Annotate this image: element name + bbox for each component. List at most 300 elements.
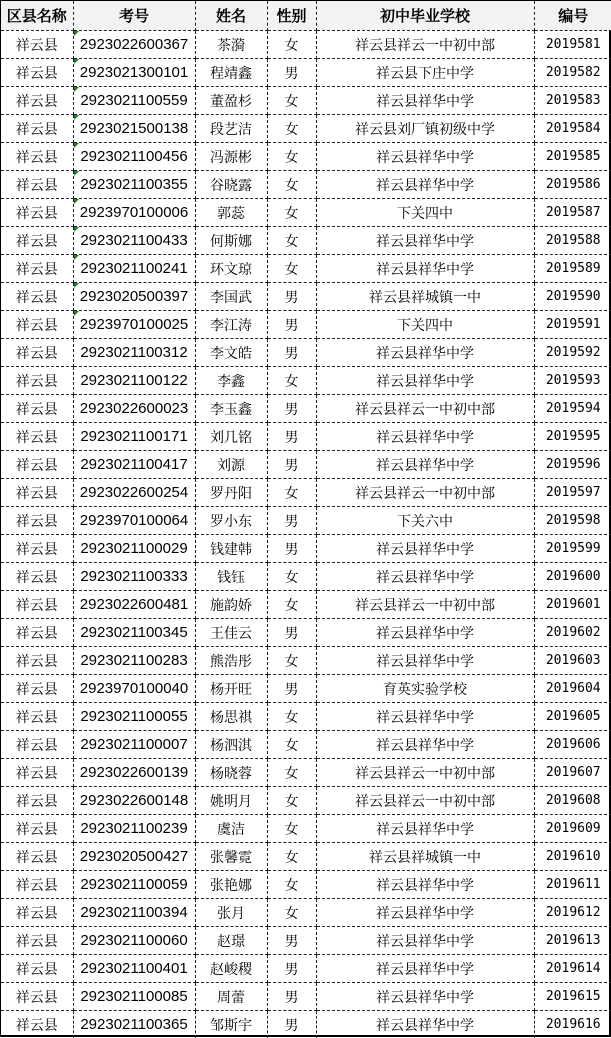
cell-county-text: 祥云县 [16, 206, 58, 222]
cell-name[interactable] [195, 395, 267, 423]
header-exam-no[interactable]: 考号 [73, 1, 195, 31]
cell-id-text: 2019612 [546, 905, 601, 920]
cell-exam-no[interactable] [73, 143, 195, 171]
cell-gender[interactable] [267, 283, 316, 311]
cell-county-text: 祥云县 [16, 66, 58, 82]
cell-id-text: 2019600 [546, 569, 601, 584]
cell-school[interactable] [316, 311, 534, 339]
cell-county[interactable] [1, 983, 73, 1011]
cell-exam-no[interactable] [73, 675, 195, 703]
cell-id[interactable] [534, 927, 611, 955]
cell-id[interactable] [534, 255, 611, 283]
cell-gender[interactable] [267, 787, 316, 815]
cell-name[interactable] [195, 311, 267, 339]
cell-exam-no[interactable] [73, 815, 195, 843]
cell-county[interactable] [1, 759, 73, 787]
cell-name[interactable] [195, 87, 267, 115]
table-row [1, 283, 611, 311]
cell-county[interactable] [1, 955, 73, 983]
cell-name[interactable] [195, 423, 267, 451]
cell-name-text: 杨思祺 [210, 710, 252, 726]
cell-county-text: 祥云县 [16, 542, 58, 558]
cell-county[interactable] [1, 899, 73, 927]
cell-exam-no-text: 2923021100401 [80, 960, 187, 977]
cell-school[interactable] [316, 563, 534, 591]
cell-id[interactable] [534, 507, 611, 535]
cell-school[interactable] [316, 703, 534, 731]
cell-school-text: 祥云县祥华中学 [376, 626, 474, 642]
cell-county[interactable] [1, 311, 73, 339]
cell-gender[interactable] [267, 815, 316, 843]
cell-exam-no[interactable] [73, 563, 195, 591]
cell-id[interactable] [534, 647, 611, 675]
cell-exam-no[interactable] [73, 31, 195, 59]
cell-id[interactable] [534, 199, 611, 227]
cell-school[interactable] [316, 787, 534, 815]
cell-name[interactable] [195, 479, 267, 507]
cell-name-text: 张艳娜 [210, 878, 252, 894]
cell-id[interactable] [534, 899, 611, 927]
cell-id-text: 2019596 [546, 457, 601, 472]
cell-exam-no[interactable] [73, 591, 195, 619]
cell-school[interactable] [316, 759, 534, 787]
cell-county[interactable] [1, 59, 73, 87]
cell-id[interactable] [534, 535, 611, 563]
cell-gender[interactable] [267, 451, 316, 479]
cell-school[interactable] [316, 871, 534, 899]
cell-exam-no[interactable] [73, 619, 195, 647]
cell-county[interactable] [1, 395, 73, 423]
cell-gender-text: 女 [285, 38, 299, 54]
cell-id[interactable] [534, 871, 611, 899]
cell-county-text: 祥云县 [16, 402, 58, 418]
cell-name-text: 张馨霓 [210, 850, 252, 866]
cell-id[interactable] [534, 31, 611, 59]
cell-county[interactable] [1, 563, 73, 591]
table-row [1, 451, 611, 479]
cell-name[interactable] [195, 451, 267, 479]
table-body [1, 31, 611, 1038]
table-row [1, 367, 611, 395]
cell-county-text: 祥云县 [16, 738, 58, 754]
cell-county[interactable] [1, 675, 73, 703]
cell-name[interactable] [195, 591, 267, 619]
cell-gender-text: 女 [285, 122, 299, 138]
cell-id-text: 2019606 [546, 737, 601, 752]
cell-id[interactable] [534, 955, 611, 983]
cell-id[interactable] [534, 451, 611, 479]
cell-name[interactable] [195, 31, 267, 59]
cell-school-text: 祥云县祥华中学 [376, 430, 474, 446]
cell-exam-no-text: 2923021100059 [80, 876, 187, 893]
cell-exam-no-text: 2923021100007 [80, 736, 187, 753]
cell-name-text: 周蕾 [217, 990, 245, 1006]
cell-id[interactable] [534, 731, 611, 759]
cell-id[interactable] [534, 227, 611, 255]
cell-exam-no[interactable] [73, 171, 195, 199]
cell-exam-no[interactable] [73, 451, 195, 479]
cell-exam-no-text: 2923020500397 [80, 288, 188, 305]
cell-name-text: 熊浩彤 [210, 654, 252, 670]
cell-gender[interactable] [267, 1011, 316, 1038]
cell-exam-no[interactable] [73, 395, 195, 423]
cell-gender[interactable] [267, 59, 316, 87]
cell-exam-no[interactable] [73, 983, 195, 1011]
cell-exam-no[interactable] [73, 955, 195, 983]
cell-gender[interactable] [267, 759, 316, 787]
cell-school[interactable] [316, 395, 534, 423]
cell-school[interactable] [316, 451, 534, 479]
cell-gender[interactable] [267, 731, 316, 759]
cell-gender[interactable] [267, 619, 316, 647]
cell-county[interactable] [1, 731, 73, 759]
cell-name-text: 钱钰 [217, 570, 245, 586]
cell-name-text: 杨开旺 [210, 682, 252, 698]
cell-county[interactable] [1, 787, 73, 815]
cell-county-text: 祥云县 [16, 962, 58, 978]
cell-exam-no[interactable] [73, 423, 195, 451]
cell-county[interactable] [1, 31, 73, 59]
cell-school[interactable] [316, 899, 534, 927]
cell-name[interactable] [195, 759, 267, 787]
cell-school[interactable] [316, 283, 534, 311]
cell-name[interactable] [195, 675, 267, 703]
cell-name[interactable] [195, 255, 267, 283]
cell-school[interactable] [316, 479, 534, 507]
cell-gender[interactable] [267, 199, 316, 227]
cell-county[interactable] [1, 171, 73, 199]
cell-exam-no[interactable] [73, 479, 195, 507]
cell-id[interactable] [534, 563, 611, 591]
cell-name[interactable] [195, 283, 267, 311]
cell-gender-text: 女 [285, 738, 299, 754]
cell-name-text: 李国武 [210, 290, 252, 306]
cell-school[interactable] [316, 143, 534, 171]
cell-county[interactable] [1, 423, 73, 451]
header-school[interactable]: 初中毕业学校 [316, 1, 534, 31]
cell-exam-no[interactable] [73, 731, 195, 759]
cell-school[interactable] [316, 367, 534, 395]
cell-name[interactable] [195, 955, 267, 983]
cell-school-text: 祥云县祥华中学 [376, 1018, 474, 1034]
cell-name-text: 董盈杉 [210, 94, 252, 110]
cell-school[interactable] [316, 815, 534, 843]
cell-gender[interactable] [267, 675, 316, 703]
cell-gender[interactable] [267, 31, 316, 59]
cell-gender[interactable] [267, 899, 316, 927]
cell-name-text: 环文琼 [210, 262, 252, 278]
text-number-warning-icon [74, 199, 79, 204]
cell-school-text: 育英实验学校 [383, 682, 467, 698]
cell-id[interactable] [534, 815, 611, 843]
cell-gender[interactable] [267, 843, 316, 871]
cell-gender[interactable] [267, 647, 316, 675]
cell-id[interactable] [534, 983, 611, 1011]
table-row [1, 535, 611, 563]
table-row [1, 703, 611, 731]
cell-school-text: 祥云县祥云一中初中部 [355, 402, 495, 418]
cell-school[interactable] [316, 255, 534, 283]
cell-county[interactable] [1, 703, 73, 731]
cell-id-text: 2019603 [546, 653, 601, 668]
cell-exam-no-text: 2923021100055 [80, 708, 187, 725]
cell-gender[interactable] [267, 367, 316, 395]
cell-name[interactable] [195, 703, 267, 731]
cell-exam-no[interactable] [73, 367, 195, 395]
cell-name[interactable] [195, 899, 267, 927]
text-number-warning-icon [74, 255, 79, 260]
cell-exam-no[interactable] [73, 87, 195, 115]
cell-school[interactable] [316, 59, 534, 87]
cell-gender[interactable] [267, 227, 316, 255]
cell-gender[interactable] [267, 115, 316, 143]
cell-id[interactable] [534, 591, 611, 619]
cell-gender[interactable] [267, 255, 316, 283]
cell-school[interactable] [316, 87, 534, 115]
cell-school[interactable] [316, 339, 534, 367]
header-id[interactable]: 编号 [534, 1, 611, 31]
cell-name[interactable] [195, 507, 267, 535]
text-number-warning-icon [74, 283, 79, 288]
cell-county[interactable] [1, 591, 73, 619]
cell-name[interactable] [195, 815, 267, 843]
cell-name[interactable] [195, 927, 267, 955]
cell-name[interactable] [195, 871, 267, 899]
cell-school-text: 祥云县祥华中学 [376, 710, 474, 726]
cell-name[interactable] [195, 59, 267, 87]
cell-county-text: 祥云县 [16, 514, 58, 530]
cell-county[interactable] [1, 339, 73, 367]
cell-school[interactable] [316, 1011, 534, 1038]
cell-school[interactable] [316, 115, 534, 143]
cell-id[interactable] [534, 759, 611, 787]
cell-county[interactable] [1, 255, 73, 283]
cell-exam-no[interactable] [73, 647, 195, 675]
cell-gender[interactable] [267, 955, 316, 983]
cell-county[interactable] [1, 479, 73, 507]
cell-gender[interactable] [267, 871, 316, 899]
cell-county[interactable] [1, 647, 73, 675]
cell-school-text: 祥云县祥华中学 [376, 878, 474, 894]
cell-gender[interactable] [267, 591, 316, 619]
cell-name-text: 施韵娇 [210, 598, 252, 614]
cell-gender[interactable] [267, 983, 316, 1011]
cell-id[interactable] [534, 171, 611, 199]
cell-id-text: 2019597 [546, 485, 601, 500]
cell-id[interactable] [534, 283, 611, 311]
cell-gender-text: 女 [285, 710, 299, 726]
cell-name[interactable] [195, 227, 267, 255]
cell-name-text: 段艺洁 [210, 122, 252, 138]
cell-school[interactable] [316, 535, 534, 563]
cell-name[interactable] [195, 339, 267, 367]
cell-exam-no[interactable] [73, 115, 195, 143]
cell-gender[interactable] [267, 339, 316, 367]
cell-exam-no[interactable] [73, 899, 195, 927]
cell-id-text: 2019585 [546, 149, 601, 164]
cell-school[interactable] [316, 31, 534, 59]
cell-school[interactable] [316, 983, 534, 1011]
table-row [1, 423, 611, 451]
cell-school-text: 祥云县祥华中学 [376, 374, 474, 390]
cell-name[interactable] [195, 843, 267, 871]
cell-name[interactable] [195, 171, 267, 199]
cell-name[interactable] [195, 563, 267, 591]
cell-school[interactable] [316, 843, 534, 871]
cell-school[interactable] [316, 675, 534, 703]
cell-county[interactable] [1, 507, 73, 535]
cell-school[interactable] [316, 927, 534, 955]
cell-exam-no[interactable] [73, 227, 195, 255]
cell-gender[interactable] [267, 479, 316, 507]
cell-name-text: 刘几铭 [210, 430, 252, 446]
header-row [1, 1, 611, 31]
cell-gender[interactable] [267, 563, 316, 591]
cell-gender-text: 女 [285, 570, 299, 586]
cell-gender[interactable] [267, 927, 316, 955]
cell-id[interactable] [534, 1011, 611, 1038]
cell-id[interactable] [534, 339, 611, 367]
cell-gender[interactable] [267, 395, 316, 423]
cell-name[interactable] [195, 115, 267, 143]
cell-county[interactable] [1, 871, 73, 899]
cell-school[interactable] [316, 171, 534, 199]
cell-exam-no[interactable] [73, 339, 195, 367]
cell-id[interactable] [534, 395, 611, 423]
cell-county-text: 祥云县 [16, 290, 58, 306]
cell-id-text: 2019613 [546, 933, 601, 948]
cell-name[interactable] [195, 787, 267, 815]
cell-id[interactable] [534, 479, 611, 507]
student-table [1, 1, 611, 1038]
cell-name[interactable] [195, 1011, 267, 1038]
cell-id[interactable] [534, 87, 611, 115]
cell-id-text: 2019593 [546, 373, 601, 388]
cell-county[interactable] [1, 143, 73, 171]
cell-county[interactable] [1, 283, 73, 311]
cell-name[interactable] [195, 619, 267, 647]
cell-county-text: 祥云县 [16, 570, 58, 586]
cell-id-text: 2019615 [546, 989, 601, 1004]
cell-id[interactable] [534, 59, 611, 87]
cell-name-text: 张月 [217, 906, 245, 922]
cell-exam-no[interactable] [73, 199, 195, 227]
cell-school-text: 祥云县祥华中学 [376, 458, 474, 474]
cell-name[interactable] [195, 367, 267, 395]
cell-school-text: 祥云县祥华中学 [376, 962, 474, 978]
cell-gender[interactable] [267, 423, 316, 451]
cell-gender[interactable] [267, 143, 316, 171]
cell-county[interactable] [1, 927, 73, 955]
cell-gender[interactable] [267, 171, 316, 199]
cell-gender[interactable] [267, 535, 316, 563]
cell-id-text: 2019599 [546, 541, 601, 556]
cell-exam-no-text: 2923021100085 [80, 988, 187, 1005]
cell-school[interactable] [316, 199, 534, 227]
cell-school[interactable] [316, 507, 534, 535]
cell-school-text: 祥云县祥华中学 [376, 262, 474, 278]
cell-exam-no[interactable] [73, 507, 195, 535]
cell-exam-no[interactable] [73, 59, 195, 87]
cell-school[interactable] [316, 731, 534, 759]
table-row [1, 927, 611, 955]
cell-county[interactable] [1, 115, 73, 143]
cell-exam-no[interactable] [73, 255, 195, 283]
cell-id[interactable] [534, 619, 611, 647]
cell-id[interactable] [534, 675, 611, 703]
cell-name[interactable] [195, 731, 267, 759]
cell-school[interactable] [316, 955, 534, 983]
cell-gender[interactable] [267, 703, 316, 731]
cell-county[interactable] [1, 843, 73, 871]
cell-gender[interactable] [267, 507, 316, 535]
cell-exam-no[interactable] [73, 927, 195, 955]
cell-county[interactable] [1, 815, 73, 843]
cell-exam-no[interactable] [73, 843, 195, 871]
cell-school[interactable] [316, 591, 534, 619]
cell-name-text: 王佳云 [210, 626, 252, 642]
cell-school-text: 下关四中 [397, 318, 453, 334]
cell-county[interactable] [1, 199, 73, 227]
cell-school[interactable] [316, 227, 534, 255]
header-county[interactable]: 区县名称 [1, 1, 73, 31]
cell-exam-no[interactable] [73, 311, 195, 339]
cell-name[interactable] [195, 143, 267, 171]
cell-id[interactable] [534, 423, 611, 451]
cell-name[interactable] [195, 983, 267, 1011]
cell-exam-no[interactable] [73, 1011, 195, 1038]
cell-id-text: 2019604 [546, 681, 601, 696]
cell-exam-no[interactable] [73, 703, 195, 731]
cell-exam-no[interactable] [73, 283, 195, 311]
cell-county[interactable] [1, 367, 73, 395]
cell-exam-no[interactable] [73, 787, 195, 815]
cell-id[interactable] [534, 367, 611, 395]
cell-school[interactable] [316, 423, 534, 451]
cell-name[interactable] [195, 647, 267, 675]
cell-id[interactable] [534, 787, 611, 815]
cell-id[interactable] [534, 143, 611, 171]
table-row [1, 675, 611, 703]
cell-county[interactable] [1, 451, 73, 479]
cell-school[interactable] [316, 619, 534, 647]
header-gender[interactable]: 性别 [267, 1, 316, 31]
cell-exam-no[interactable] [73, 759, 195, 787]
cell-id[interactable] [534, 311, 611, 339]
cell-id[interactable] [534, 703, 611, 731]
cell-gender[interactable] [267, 87, 316, 115]
cell-id[interactable] [534, 843, 611, 871]
cell-name[interactable] [195, 199, 267, 227]
cell-gender[interactable] [267, 311, 316, 339]
cell-exam-no[interactable] [73, 871, 195, 899]
cell-county-text: 祥云县 [16, 346, 58, 362]
cell-county[interactable] [1, 1011, 73, 1038]
cell-exam-no[interactable] [73, 535, 195, 563]
cell-county[interactable] [1, 535, 73, 563]
cell-county[interactable] [1, 87, 73, 115]
cell-name[interactable] [195, 535, 267, 563]
cell-school[interactable] [316, 647, 534, 675]
cell-gender-text: 男 [285, 318, 299, 334]
cell-id[interactable] [534, 115, 611, 143]
cell-school-text: 祥云县祥华中学 [376, 906, 474, 922]
header-name[interactable]: 姓名 [195, 1, 267, 31]
cell-county[interactable] [1, 227, 73, 255]
cell-school-text: 祥云县祥云一中初中部 [355, 38, 495, 54]
cell-school-text: 祥云县下庄中学 [376, 66, 474, 82]
cell-county[interactable] [1, 619, 73, 647]
